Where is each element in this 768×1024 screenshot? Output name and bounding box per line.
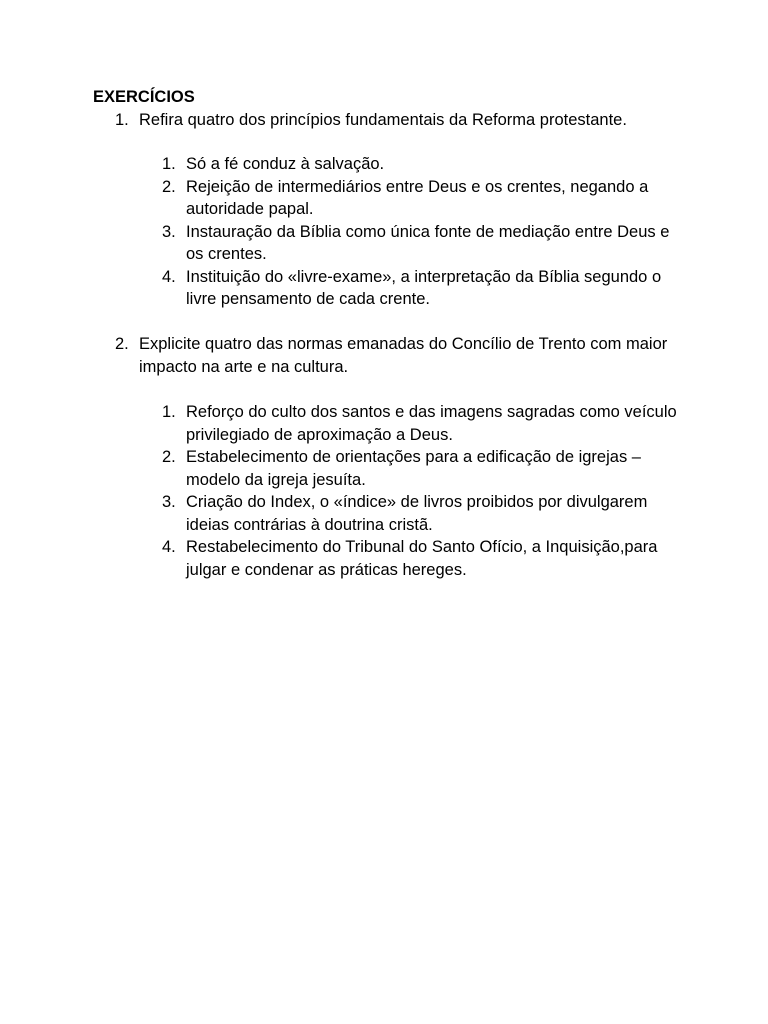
list-item: [140, 221, 680, 266]
list-item-text: Rejeição de intermediários entre Deus e os crentes, negando a autoridade papal.: [186, 177, 649, 218]
list-item-text: Instituição do «livre-exame», a interpretação da Bíblia segundo o livre pensamento de cada crente.: [186, 267, 662, 308]
list-item: [140, 446, 680, 491]
list-item-number: 1.: [162, 403, 176, 421]
list-item-number: 3.: [162, 493, 176, 511]
question-text: Refira quatro dos princípios fundamentais da Reforma protestante.: [139, 111, 627, 129]
list-item: [140, 491, 680, 536]
list-item-text: Instauração da Bíblia como única fonte de mediação entre Deus e os crentes.: [186, 222, 670, 263]
list-item: [140, 401, 680, 446]
list-item: [140, 153, 680, 176]
list-item: [140, 266, 680, 311]
list-item-text: Só a fé conduz à salvação.: [186, 155, 385, 173]
list-item-text: Restabelecimento do Tribunal do Santo Ofício, a Inquisição,para julgar e condenar as práticas hereges.: [186, 538, 658, 579]
list-item-number: 4.: [162, 267, 176, 286]
list-item: [140, 176, 680, 221]
question-number: 2.: [115, 335, 129, 353]
list-item-number: 2.: [162, 177, 176, 196]
list-item-number: 4.: [162, 538, 176, 556]
list-item-number: 2.: [162, 448, 176, 466]
list-item-text: Reforço do culto dos santos e das imagens sagradas como veículo privilegiado de aproximação a Deus.: [186, 403, 677, 444]
page-title: EXERCÍCIOS: [93, 88, 195, 106]
question-number: 1.: [115, 111, 129, 129]
list-item-text: Criação do Index, o «índice» de livros proibidos por divulgarem ideias contrárias à doutrina cristã.: [186, 493, 648, 534]
list-item-text: Estabelecimento de orientações para a edificação de igrejas – modelo da igreja jesuíta.: [186, 448, 641, 489]
question-text: Explicite quatro das normas emanadas do Concílio de Trento com maior impacto na arte e na cultura.: [139, 335, 668, 376]
answer-list-1: [140, 153, 680, 311]
list-item: [140, 536, 680, 581]
list-item-number: 3.: [162, 222, 176, 241]
list-item-number: 1.: [162, 155, 176, 173]
answer-list-2: [140, 401, 680, 581]
